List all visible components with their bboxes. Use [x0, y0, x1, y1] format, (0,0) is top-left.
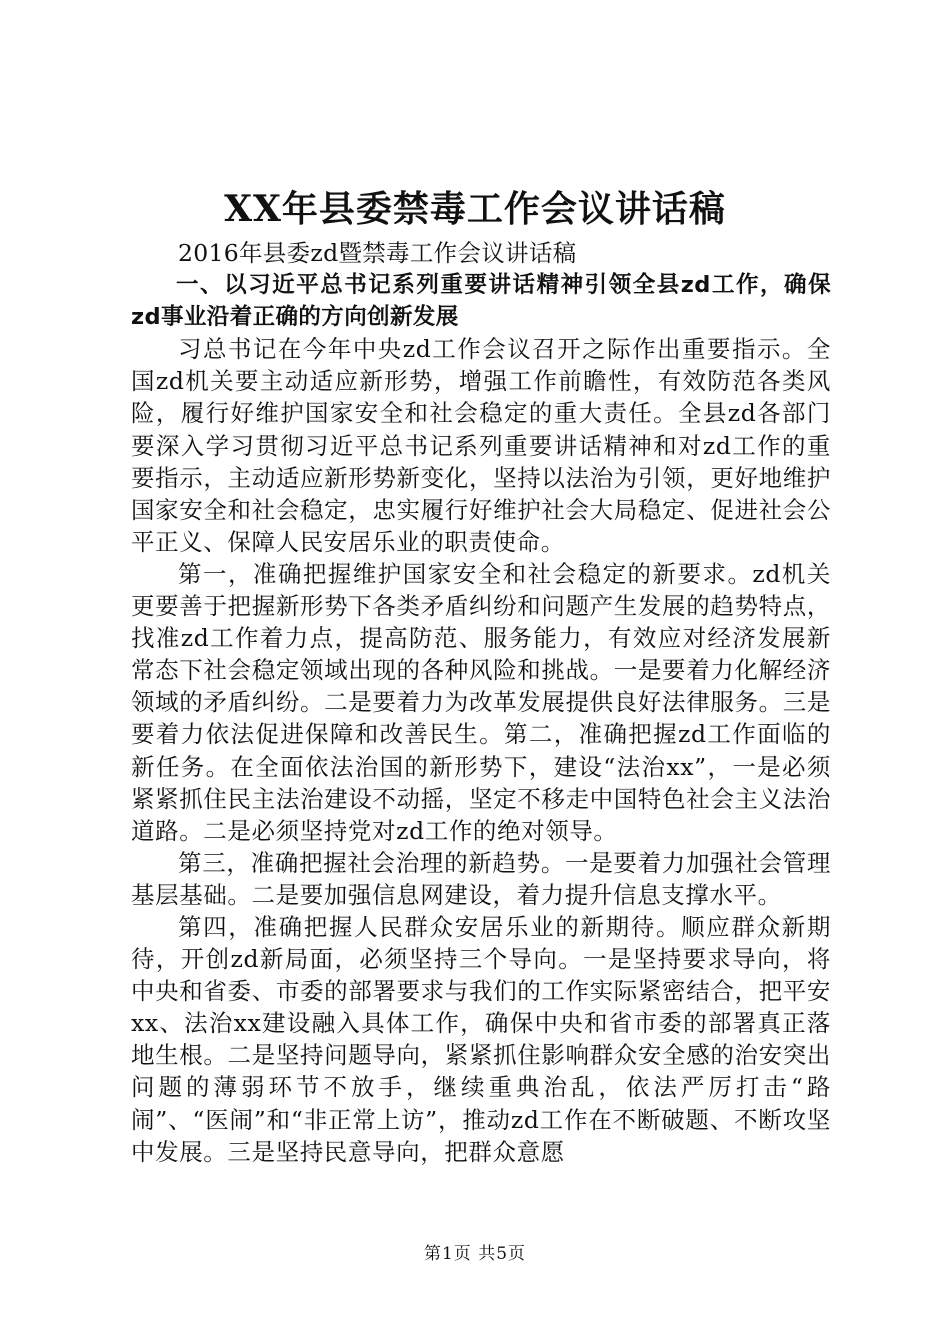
paragraph: 第四，准确把握人民群众安居乐业的新期待。顺应群众新期待，开创zd新局面，必须坚持三个导向。一是坚持要求导向，将中央和省委、市委的部署要求与我们的工作实际紧密结合，把平安xx、法治xx建设融入具体工作，确保中央和省市委的部署真正落地生根。二是坚持问题导向，紧紧抓住影响群众安全感的治安突出问题的薄弱环节不放手，继续重典治乱，依法严厉打击“路闹”、“医闹”和“非正常上访”，推动zd工作在不断破题、不断攻坚中发展。三是坚持民意导向，把群众意愿 — [131, 912, 831, 1166]
document-title: XX年县委禁毒工作会议讲话稿 — [224, 188, 726, 230]
section-heading: 一、以习近平总书记系列重要讲话精神引领全县zd工作，确保zd事业沿着正确的方向创新发展 — [131, 272, 831, 331]
document-subtitle: 2016年县委zd暨禁毒工作会议讲话稿 — [178, 239, 577, 267]
paragraph: 习总书记在今年中央zd工作会议召开之际作出重要指示。全国zd机关要主动适应新形势，增强工作前瞻性，有效防范各类风险，履行好维护国家安全和社会稳定的重大责任。全县zd各部门要深入学习贯彻习近平总书记系列重要讲话精神和对zd工作的重要指示，主动适应新形势新变化，坚持以法治为引领，更好地维护国家安全和社会稳定，忠实履行好维护社会大局稳定、促进社会公平正义、保障人民安居乐业的职责使命。 — [131, 335, 831, 556]
document-body — [131, 237, 831, 1168]
paragraph: 第一，准确把握维护国家安全和社会稳定的新要求。zd机关更要善于把握新形势下各类矛盾纠纷和问题产生发展的趋势特点，找准zd工作着力点，提高防范、服务能力，有效应对经济发展新常态下社会稳定领域出现的各种风险和挑战。一是要着力化解经济领域的矛盾纠纷。二是要着力为改革发展提供良好法律服务。三是要着力依法促进保障和改善民生。第二，准确把握zd工作面临的新任务。在全面依法治国的新形势下，建设“法治xx”，一是必须紧紧抓住民主法治建设不动摇，坚定不移走中国特色社会主义法治道路。二是必须坚持党对zd工作的绝对领导。 — [131, 559, 831, 845]
page-footer: 第1页 共5页 — [423, 1244, 527, 1264]
paragraph: 第三，准确把握社会治理的新趋势。一是要着力加强社会管理基层基础。二是要加强信息网建设，着力提升信息支撑水平。 — [131, 848, 831, 909]
